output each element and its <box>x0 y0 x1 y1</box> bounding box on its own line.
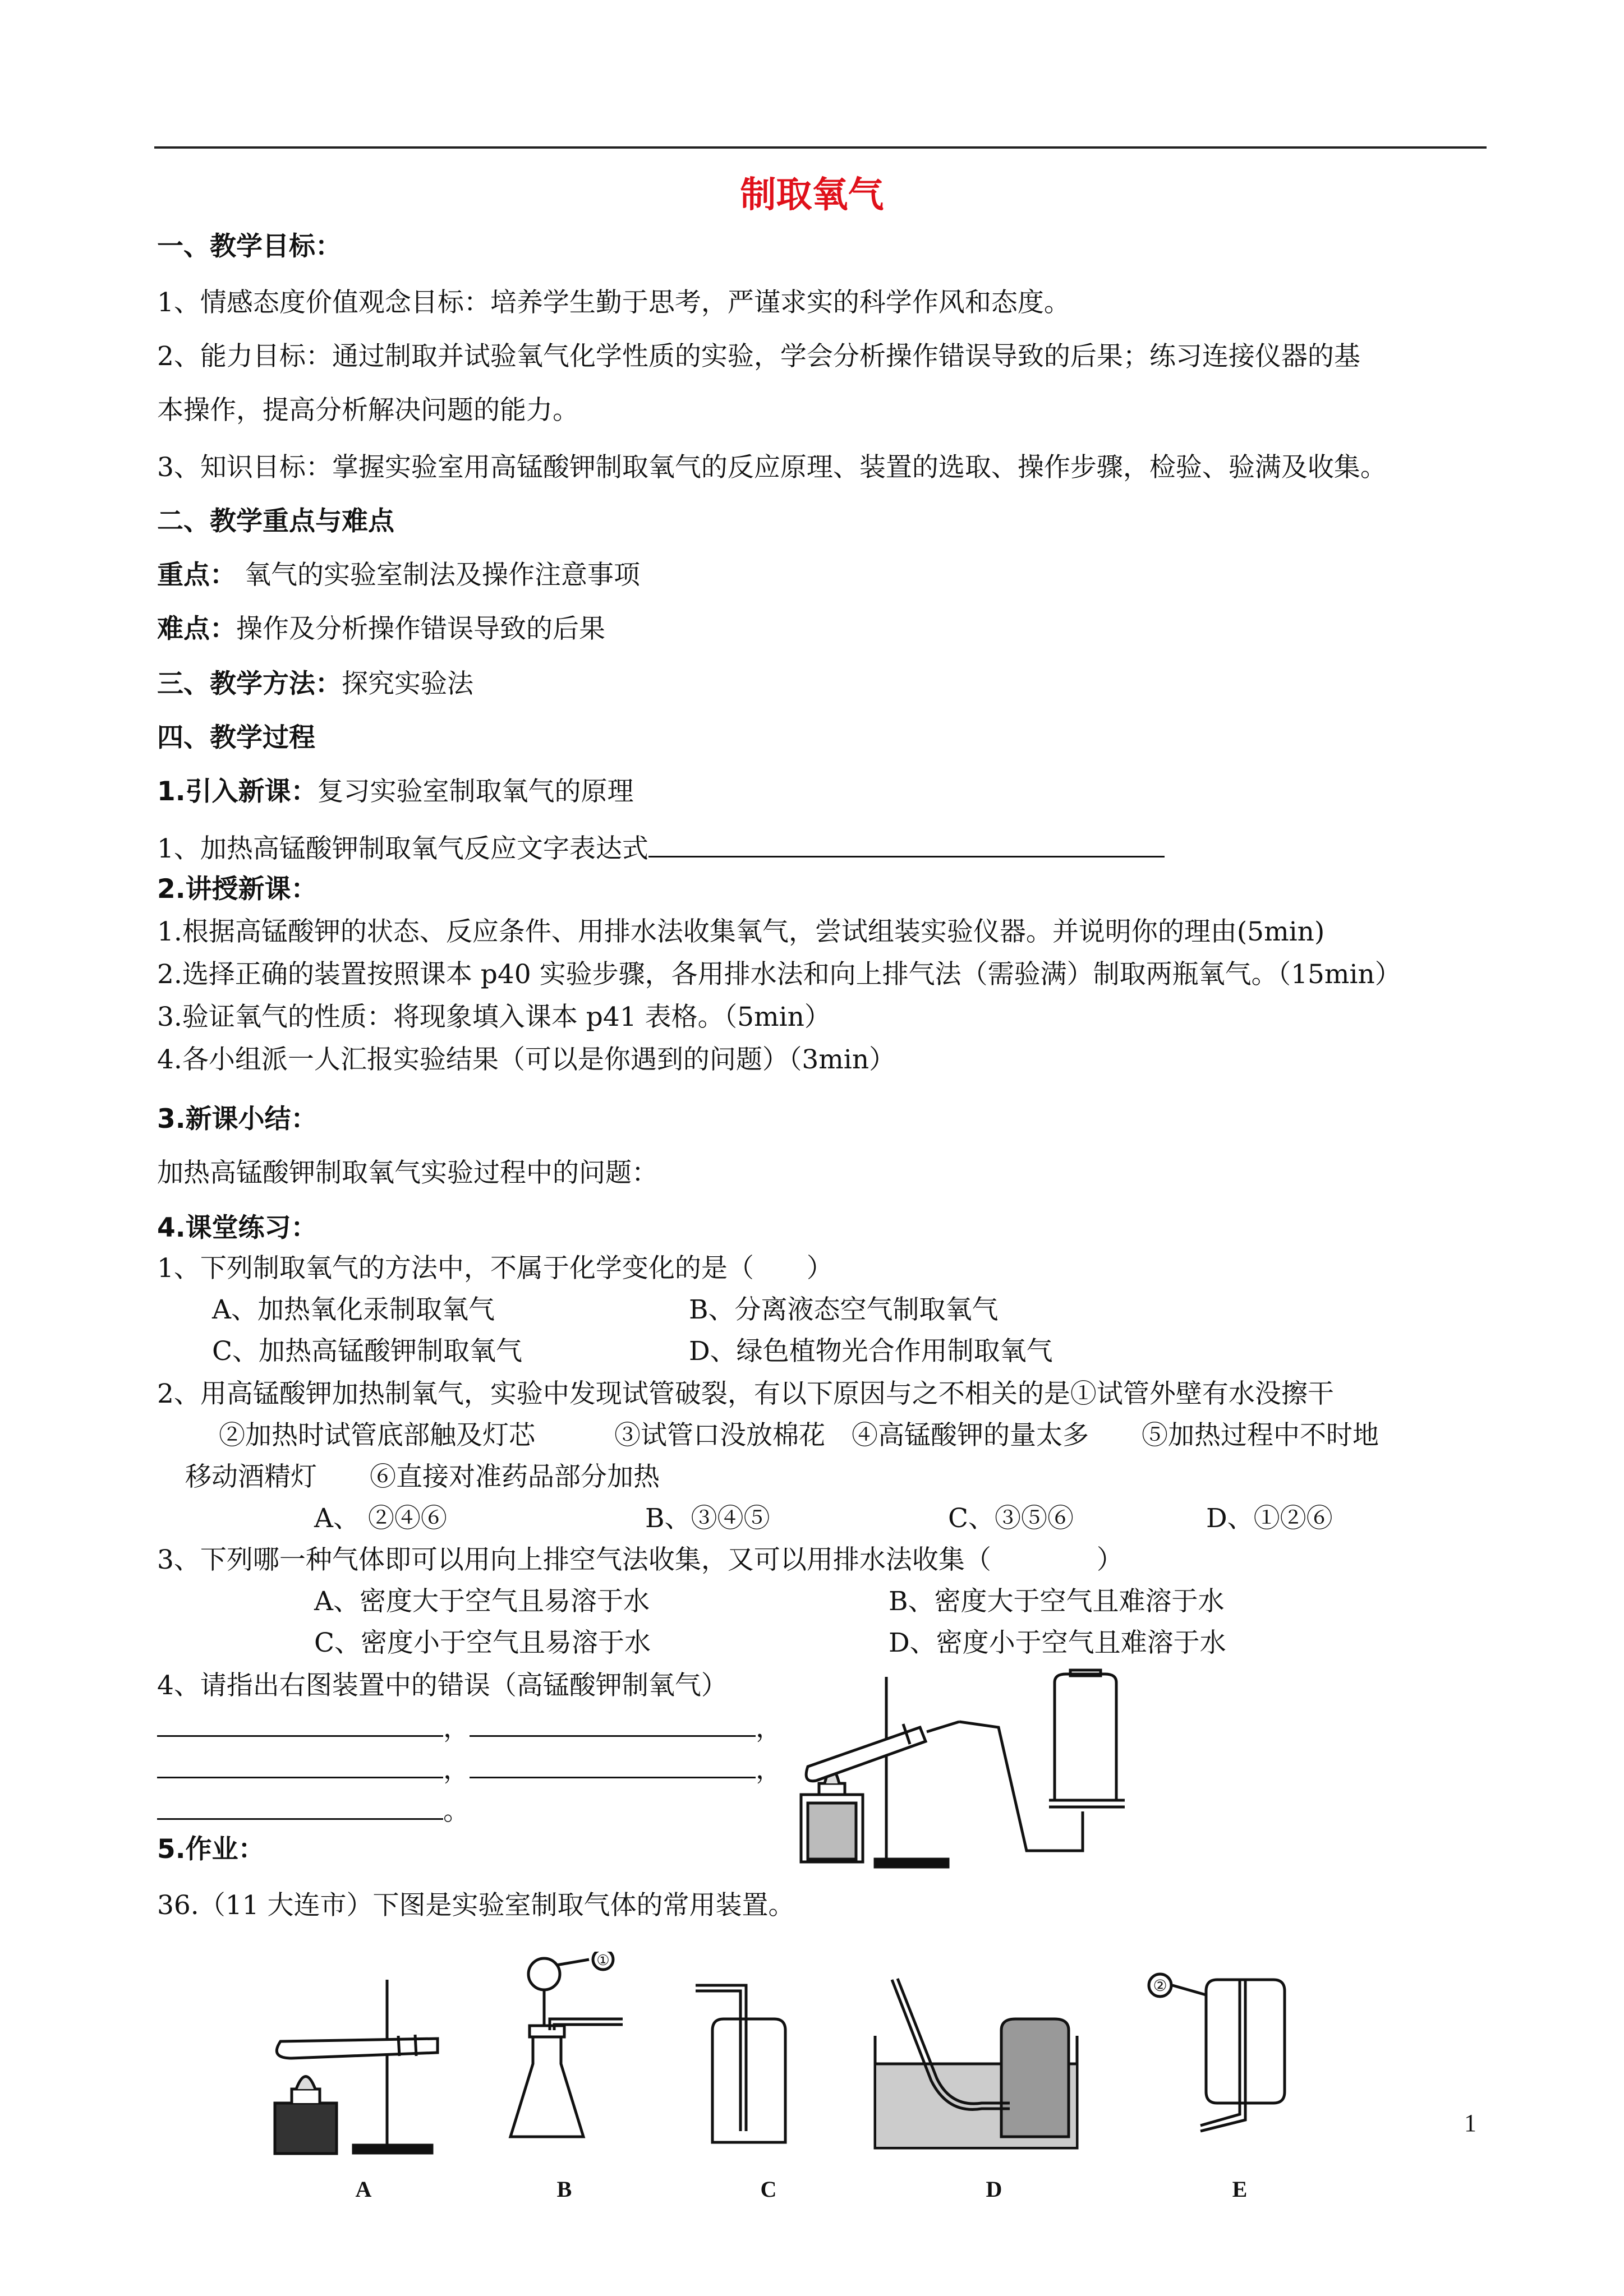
q4-period: 。 <box>443 1796 470 1827</box>
q4-stem: 4、请指出右图装置中的错误（高锰酸钾制氧气） <box>157 1670 728 1701</box>
apparatus-b-figure <box>505 1952 651 2159</box>
apparatus-d-label: D <box>986 2177 1002 2202</box>
answer-blank[interactable] <box>648 830 1165 857</box>
intro <box>157 775 634 809</box>
q1-option-b[interactable]: B、分离液态空气制取氧气 <box>689 1294 999 1325</box>
q2-option-c[interactable]: C、③⑤⑥ <box>948 1503 1074 1534</box>
q4-blank[interactable] <box>470 1751 756 1778</box>
page-number: 1 <box>1464 2109 1476 2137</box>
top-rule <box>154 146 1487 149</box>
q2-option-d[interactable]: D、①②⑥ <box>1206 1503 1333 1534</box>
intro-label: 1.引入新课： <box>157 776 318 807</box>
objective-2: 2、能力目标：通过制取并试验氧气化学性质的实验，学会分析操作错误导致的后果；练习连接仪器的基 <box>157 341 1360 372</box>
objective-3: 3、知识目标：掌握实验室用高锰酸钾制取氧气的反应原理、装置的选取、操作步骤，检验、验满及收集。 <box>157 452 1387 483</box>
teach-step-1: 1.根据高锰酸钾的状态、反应条件、用排水法收集氧气，尝试组装实验仪器。并说明你的理由(5min) <box>157 916 1325 947</box>
apparatus-e-figure <box>1144 1963 1318 2154</box>
q3-option-a[interactable]: A、密度大于空气且易溶于水 <box>314 1586 650 1617</box>
q4-blank[interactable] <box>470 1709 756 1737</box>
summary-heading: 3.新课小结： <box>157 1104 318 1135</box>
q2-stem-1: 2、用高锰酸钾加热制氧气，实验中发现试管破裂，有以下原因与之不相关的是①试管外壁有水没擦干 <box>157 1378 1334 1409</box>
q1-stem: 1、下列制取氧气的方法中，不属于化学变化的是（ ） <box>157 1253 833 1284</box>
q4-comma: ， <box>756 1713 782 1744</box>
apparatus-d-figure <box>869 1968 1083 2159</box>
q4-blank-row-3 <box>157 1792 470 1828</box>
q4-comma: ， <box>443 1713 470 1744</box>
key-point-label: 重点： <box>157 560 236 591</box>
alcohol-lamp <box>801 1769 863 1862</box>
apparatus-e-label: E <box>1232 2177 1248 2202</box>
intro-question-text: 1、加热高锰酸钾制取氧气反应文字表达式 <box>157 833 648 864</box>
homework-question: 36.（11 大连市）下图是实验室制取气体的常用装置。 <box>157 1890 795 1921</box>
q2-stem-2: ②加热时试管底部触及灯芯 ③试管口没放棉花 ④高锰酸钾的量太多 ⑤加热过程中不时地 <box>219 1420 1379 1451</box>
key-point <box>157 559 640 592</box>
difficulty-label: 难点： <box>157 614 236 644</box>
apparatus-a-label: A <box>355 2177 372 2202</box>
objective-2-cont: 本操作，提高分析解决问题的能力。 <box>157 395 579 426</box>
q2-stem-3: 移动酒精灯 ⑥直接对准药品部分加热 <box>185 1461 660 1492</box>
section-1-heading: 一、教学目标： <box>157 231 342 262</box>
q4-blank-row-1 <box>157 1709 782 1745</box>
intro-text: 复习实验室制取氧气的原理 <box>317 776 634 807</box>
apparatus-b-label: B <box>556 2177 572 2202</box>
q4-blank[interactable] <box>157 1709 443 1737</box>
q2-option-a[interactable]: A、 ②④⑥ <box>314 1503 447 1534</box>
test-tube <box>806 1722 959 1781</box>
q1-option-d[interactable]: D、绿色植物光合作用制取氧气 <box>689 1336 1053 1367</box>
q3-stem: 3、下列哪一种气体即可以用向上排空气法收集，又可以用排水法收集（ ） <box>157 1545 1123 1575</box>
apparatus-c-figure <box>690 1963 797 2154</box>
intro-question <box>157 830 1165 866</box>
q2-option-b[interactable]: B、③④⑤ <box>645 1503 770 1534</box>
q4-apparatus-figure <box>791 1666 1144 1873</box>
collection-bottle <box>1049 1670 1125 1807</box>
teach-heading: 2.讲授新课： <box>157 874 318 905</box>
q3-option-b[interactable]: B、密度大于空气且难溶于水 <box>889 1586 1225 1617</box>
difficulty-text: 操作及分析操作错误导致的后果 <box>236 614 605 644</box>
key-point-text: 氧气的实验室制法及操作注意事项 <box>236 560 640 591</box>
section-3-heading: 三、教学方法： <box>157 668 342 699</box>
q4-comma: ， <box>443 1754 470 1785</box>
method-text: 探究实验法 <box>342 668 473 699</box>
method <box>157 667 473 701</box>
objective-1: 1、情感态度价值观念目标：培养学生勤于思考，严谨求实的科学作风和态度。 <box>157 287 1070 318</box>
apparatus-a-figure <box>269 1974 460 2165</box>
section-2-heading: 二、教学重点与难点 <box>157 506 394 537</box>
q3-option-d[interactable]: D、密度小于空气且难溶于水 <box>889 1628 1226 1658</box>
section-4-heading: 四、教学过程 <box>157 722 315 753</box>
teach-step-3: 3.验证氧气的性质：将现象填入课本 p41 表格。（5min） <box>157 1002 831 1032</box>
practice-heading: 4.课堂练习： <box>157 1212 318 1243</box>
apparatus-c-label: C <box>760 2177 777 2202</box>
q4-comma: ， <box>756 1754 782 1785</box>
difficulty <box>157 612 605 646</box>
marker-1: ① <box>596 1952 610 1969</box>
teach-step-4: 4.各小组派一人汇报实验结果（可以是你遇到的问题）（3min） <box>157 1044 896 1075</box>
q4-blank[interactable] <box>157 1792 443 1820</box>
q1-option-a[interactable]: A、加热氧化汞制取氧气 <box>212 1294 495 1325</box>
q3-option-c[interactable]: C、密度小于空气且易溶于水 <box>314 1628 651 1658</box>
q1-option-c[interactable]: C、加热高锰酸钾制取氧气 <box>212 1336 522 1367</box>
marker-2: ② <box>1153 1976 1167 1995</box>
summary-text: 加热高锰酸钾制取氧气实验过程中的问题： <box>157 1158 658 1188</box>
iron-stand <box>875 1677 948 1867</box>
teach-step-2: 2.选择正确的装置按照课本 p40 实验步骤，各用排水法和向上排气法（需验满）制取两瓶氧气。（15min） <box>157 959 1401 990</box>
q4-blank[interactable] <box>157 1751 443 1778</box>
section-5-heading: 5.作业： <box>157 1834 265 1865</box>
q4-blank-row-2 <box>157 1751 782 1787</box>
page-title: 制取氧气 <box>740 174 884 216</box>
